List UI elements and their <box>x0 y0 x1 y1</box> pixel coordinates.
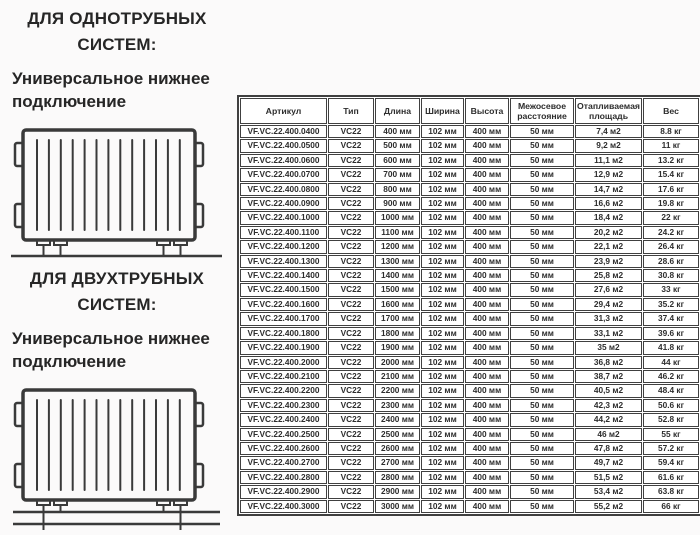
table-cell: 102 мм <box>421 413 464 426</box>
table-cell: 102 мм <box>421 139 464 152</box>
table-row <box>240 384 699 397</box>
table-cell: 50 мм <box>510 356 574 369</box>
table-cell: 46.2 кг <box>643 370 699 383</box>
table-row <box>240 370 699 383</box>
table-cell: 102 мм <box>421 125 464 138</box>
table-cell: 102 мм <box>421 154 464 167</box>
table-cell: 400 мм <box>465 168 509 181</box>
table-cell: 400 мм <box>465 413 509 426</box>
table-cell: 46 м2 <box>575 428 642 441</box>
table-row <box>240 197 699 210</box>
table-cell: 50 мм <box>510 341 574 354</box>
table-cell: 400 мм <box>465 240 509 253</box>
table-cell: 11,1 м2 <box>575 154 642 167</box>
table-cell: 35 м2 <box>575 341 642 354</box>
table-header-row <box>240 98 699 124</box>
column-header-width: Ширина <box>421 98 464 124</box>
table-cell: VC22 <box>328 500 374 513</box>
table-row <box>240 283 699 296</box>
table-cell: VC22 <box>328 183 374 196</box>
section-subtitle-single-pipe: Универсальное нижнее подключение <box>12 69 210 111</box>
table-cell: 400 мм <box>465 428 509 441</box>
table-cell: VF.VC.22.400.0700 <box>240 168 327 181</box>
table-cell: 1900 мм <box>375 341 420 354</box>
table-cell: 53,4 м2 <box>575 485 642 498</box>
table-cell: 102 мм <box>421 298 464 311</box>
table-cell: 50 мм <box>510 211 574 224</box>
table-cell: 22 кг <box>643 211 699 224</box>
table-row <box>240 183 699 196</box>
table-cell: VF.VC.22.400.2100 <box>240 370 327 383</box>
table-row <box>240 298 699 311</box>
table-cell: 29,4 м2 <box>575 298 642 311</box>
table-cell: VF.VC.22.400.2500 <box>240 428 327 441</box>
table-row <box>240 442 699 455</box>
table-cell: 2100 мм <box>375 370 420 383</box>
table-row <box>240 327 699 340</box>
table-cell: 102 мм <box>421 240 464 253</box>
table-cell: 44,2 м2 <box>575 413 642 426</box>
two-pipe-section <box>8 266 226 535</box>
table-cell: 30.8 кг <box>643 269 699 282</box>
table-cell: 42,3 м2 <box>575 399 642 412</box>
table-cell: 50 мм <box>510 442 574 455</box>
table-cell: 400 мм <box>465 456 509 469</box>
table-cell: 400 мм <box>465 500 509 513</box>
table-cell: 50 мм <box>510 154 574 167</box>
table-cell: VF.VC.22.400.3000 <box>240 500 327 513</box>
table-cell: 50 мм <box>510 312 574 325</box>
table-cell: VF.VC.22.400.1700 <box>240 312 327 325</box>
table-cell: 39.6 кг <box>643 327 699 340</box>
table-cell: 400 мм <box>465 370 509 383</box>
table-cell: 102 мм <box>421 471 464 484</box>
table-row <box>240 125 699 138</box>
table-cell: 7,4 м2 <box>575 125 642 138</box>
table-cell: 1700 мм <box>375 312 420 325</box>
table-cell: 33,1 м2 <box>575 327 642 340</box>
table-cell: 50 мм <box>510 240 574 253</box>
table-cell: 400 мм <box>465 471 509 484</box>
table-cell: 66 кг <box>643 500 699 513</box>
table-cell: 2900 мм <box>375 485 420 498</box>
table-cell: VF.VC.22.400.2700 <box>240 456 327 469</box>
table-cell: 9,2 м2 <box>575 139 642 152</box>
table-cell: 50 мм <box>510 471 574 484</box>
table-cell: 50 мм <box>510 168 574 181</box>
table-cell: 2600 мм <box>375 442 420 455</box>
table-cell: 400 мм <box>465 327 509 340</box>
table-cell: VF.VC.22.400.1500 <box>240 283 327 296</box>
table-cell: 50 мм <box>510 255 574 268</box>
table-cell: 18,4 м2 <box>575 211 642 224</box>
table-cell: 102 мм <box>421 327 464 340</box>
table-cell: VC22 <box>328 471 374 484</box>
table-cell: VC22 <box>328 327 374 340</box>
table-cell: 55,2 м2 <box>575 500 642 513</box>
table-cell: VC22 <box>328 255 374 268</box>
table-cell: VC22 <box>328 356 374 369</box>
table-cell: 102 мм <box>421 456 464 469</box>
column-header-type: Тип <box>328 98 374 124</box>
column-header-heated-area: Отапливаемая площадь <box>575 98 642 124</box>
table-cell: 400 мм <box>465 356 509 369</box>
table-cell: 102 мм <box>421 255 464 268</box>
table-cell: 800 мм <box>375 183 420 196</box>
table-row <box>240 226 699 239</box>
table-cell: 400 мм <box>375 125 420 138</box>
table-cell: 400 мм <box>465 283 509 296</box>
table-cell: VC22 <box>328 312 374 325</box>
table-cell: VC22 <box>328 240 374 253</box>
table-cell: 63.8 кг <box>643 485 699 498</box>
table-row <box>240 139 699 152</box>
table-cell: 50 мм <box>510 226 574 239</box>
table-cell: 51,5 м2 <box>575 471 642 484</box>
table-row <box>240 413 699 426</box>
table-cell: 15.4 кг <box>643 168 699 181</box>
table-cell: 26.4 кг <box>643 240 699 253</box>
table-cell: VF.VC.22.400.1200 <box>240 240 327 253</box>
table-cell: VC22 <box>328 384 374 397</box>
table-cell: 102 мм <box>421 485 464 498</box>
table-cell: 44 кг <box>643 356 699 369</box>
table-row <box>240 312 699 325</box>
table-cell: 40,5 м2 <box>575 384 642 397</box>
table-cell: 400 мм <box>465 269 509 282</box>
table-cell: 50 мм <box>510 485 574 498</box>
table-cell: 48.4 кг <box>643 384 699 397</box>
table-cell: 17.6 кг <box>643 183 699 196</box>
table-cell: 1200 мм <box>375 240 420 253</box>
table-cell: 1100 мм <box>375 226 420 239</box>
table-cell: 47,8 м2 <box>575 442 642 455</box>
table-cell: 50 мм <box>510 428 574 441</box>
table-cell: 57.2 кг <box>643 442 699 455</box>
table-cell: 35.2 кг <box>643 298 699 311</box>
table-cell: 2500 мм <box>375 428 420 441</box>
table-row <box>240 154 699 167</box>
table-cell: 50 мм <box>510 283 574 296</box>
table-cell: VF.VC.22.400.1100 <box>240 226 327 239</box>
table-cell: 102 мм <box>421 269 464 282</box>
table-cell: 900 мм <box>375 197 420 210</box>
table-cell: 102 мм <box>421 500 464 513</box>
table-cell: 102 мм <box>421 197 464 210</box>
column-header-length: Длина <box>375 98 420 124</box>
table-cell: 1300 мм <box>375 255 420 268</box>
radiator-spec-table <box>237 95 700 516</box>
table-row <box>240 168 699 181</box>
table-cell: 50 мм <box>510 269 574 282</box>
table-cell: 2400 мм <box>375 413 420 426</box>
table-cell: 59.4 кг <box>643 456 699 469</box>
table-cell: VC22 <box>328 456 374 469</box>
table-cell: VC22 <box>328 485 374 498</box>
table-cell: 400 мм <box>465 384 509 397</box>
table-cell: 1400 мм <box>375 269 420 282</box>
table-cell: 400 мм <box>465 197 509 210</box>
table-cell: 36,8 м2 <box>575 356 642 369</box>
table-row <box>240 399 699 412</box>
table-cell: VF.VC.22.400.2400 <box>240 413 327 426</box>
section-subtitle-two-pipe: Универсальное нижнее подключение <box>12 329 210 371</box>
table-cell: 102 мм <box>421 428 464 441</box>
table-cell: VC22 <box>328 269 374 282</box>
table-cell: 102 мм <box>421 183 464 196</box>
table-cell: 38,7 м2 <box>575 370 642 383</box>
table-cell: VF.VC.22.400.0900 <box>240 197 327 210</box>
table-cell: 50 мм <box>510 413 574 426</box>
table-cell: 400 мм <box>465 125 509 138</box>
table-cell: VF.VC.22.400.1600 <box>240 298 327 311</box>
table-cell: 400 мм <box>465 226 509 239</box>
table-cell: 102 мм <box>421 399 464 412</box>
table-cell: VC22 <box>328 197 374 210</box>
table-cell: 16,6 м2 <box>575 197 642 210</box>
table-cell: VF.VC.22.400.1300 <box>240 255 327 268</box>
table-cell: 700 мм <box>375 168 420 181</box>
table-cell: VF.VC.22.400.2200 <box>240 384 327 397</box>
table-cell: VC22 <box>328 168 374 181</box>
table-cell: 23,9 м2 <box>575 255 642 268</box>
table-cell: VF.VC.22.400.2000 <box>240 356 327 369</box>
table-cell: VC22 <box>328 211 374 224</box>
table-cell: 50 мм <box>510 370 574 383</box>
table-cell: VC22 <box>328 125 374 138</box>
table-cell: 102 мм <box>421 442 464 455</box>
single-pipe-radiator-diagram <box>9 123 224 263</box>
table-cell: 400 мм <box>465 485 509 498</box>
table-cell: 22,1 м2 <box>575 240 642 253</box>
table-cell: 55 кг <box>643 428 699 441</box>
table-cell: 400 мм <box>465 399 509 412</box>
table-cell: VC22 <box>328 428 374 441</box>
table-body <box>240 125 699 513</box>
column-header-weight: Вес <box>643 98 699 124</box>
table-cell: 102 мм <box>421 226 464 239</box>
table-cell: VF.VC.22.400.2800 <box>240 471 327 484</box>
table-cell: 400 мм <box>465 442 509 455</box>
table-row <box>240 240 699 253</box>
table-cell: 52.8 кг <box>643 413 699 426</box>
table-cell: VC22 <box>328 226 374 239</box>
table-cell: 2700 мм <box>375 456 420 469</box>
table-cell: 102 мм <box>421 356 464 369</box>
table-cell: 102 мм <box>421 384 464 397</box>
table-cell: 400 мм <box>465 341 509 354</box>
table-cell: 50.6 кг <box>643 399 699 412</box>
table-cell: 600 мм <box>375 154 420 167</box>
table-cell: 20,2 м2 <box>575 226 642 239</box>
table-cell: 19.8 кг <box>643 197 699 210</box>
table-cell: 1500 мм <box>375 283 420 296</box>
table-cell: 400 мм <box>465 312 509 325</box>
table-cell: VF.VC.22.400.2300 <box>240 399 327 412</box>
table-cell: 3000 мм <box>375 500 420 513</box>
table-cell: 1800 мм <box>375 327 420 340</box>
table-cell: VC22 <box>328 154 374 167</box>
table-cell: VC22 <box>328 442 374 455</box>
table-row <box>240 485 699 498</box>
table-cell: VF.VC.22.400.2900 <box>240 485 327 498</box>
table-cell: 400 мм <box>465 139 509 152</box>
table-cell: VC22 <box>328 139 374 152</box>
table-cell: 2200 мм <box>375 384 420 397</box>
section-title-single-pipe: ДЛЯ ОДНОТРУБНЫХ СИСТЕМ: <box>27 9 207 54</box>
table-cell: 12,9 м2 <box>575 168 642 181</box>
table-row <box>240 269 699 282</box>
table-cell: 400 мм <box>465 211 509 224</box>
table-cell: 50 мм <box>510 456 574 469</box>
table-cell: 400 мм <box>465 183 509 196</box>
table-cell: 102 мм <box>421 370 464 383</box>
table-row <box>240 428 699 441</box>
table-header <box>240 98 699 124</box>
table-cell: 50 мм <box>510 298 574 311</box>
table-cell: VC22 <box>328 298 374 311</box>
table-cell: 37.4 кг <box>643 312 699 325</box>
table-cell: VF.VC.22.400.0400 <box>240 125 327 138</box>
table-cell: VC22 <box>328 399 374 412</box>
table-cell: VF.VC.22.400.1400 <box>240 269 327 282</box>
table-cell: 2000 мм <box>375 356 420 369</box>
table-cell: VC22 <box>328 413 374 426</box>
table-row <box>240 211 699 224</box>
table-row <box>240 500 699 513</box>
table-cell: 102 мм <box>421 341 464 354</box>
table-cell: VC22 <box>328 283 374 296</box>
table-cell: VF.VC.22.400.1800 <box>240 327 327 340</box>
table-cell: 25,8 м2 <box>575 269 642 282</box>
table-cell: 50 мм <box>510 183 574 196</box>
table-cell: 8.8 кг <box>643 125 699 138</box>
table-row <box>240 471 699 484</box>
table-cell: VF.VC.22.400.1900 <box>240 341 327 354</box>
table-cell: VF.VC.22.400.0600 <box>240 154 327 167</box>
section-title-two-pipe: ДЛЯ ДВУХТРУБНЫХ СИСТЕМ: <box>29 269 205 314</box>
table-cell: 2300 мм <box>375 399 420 412</box>
table-cell: 102 мм <box>421 283 464 296</box>
two-pipe-radiator-diagram <box>9 383 224 535</box>
table-cell: 50 мм <box>510 197 574 210</box>
table-cell: 11 кг <box>643 139 699 152</box>
table-cell: 1600 мм <box>375 298 420 311</box>
table-cell: 33 кг <box>643 283 699 296</box>
table-cell: 24.2 кг <box>643 226 699 239</box>
table-cell: 28.6 кг <box>643 255 699 268</box>
table-cell: 50 мм <box>510 125 574 138</box>
table-cell: 400 мм <box>465 154 509 167</box>
table-cell: 41.8 кг <box>643 341 699 354</box>
table-row <box>240 456 699 469</box>
column-header-height: Высота <box>465 98 509 124</box>
table-cell: 500 мм <box>375 139 420 152</box>
table-cell: 400 мм <box>465 298 509 311</box>
table-cell: VC22 <box>328 341 374 354</box>
table-cell: 1000 мм <box>375 211 420 224</box>
single-pipe-section <box>8 6 226 263</box>
table-cell: 50 мм <box>510 139 574 152</box>
table-cell: 27,6 м2 <box>575 283 642 296</box>
table-cell: 50 мм <box>510 500 574 513</box>
table-cell: 14,7 м2 <box>575 183 642 196</box>
table-cell: VF.VC.22.400.2600 <box>240 442 327 455</box>
table-row <box>240 341 699 354</box>
table-cell: VF.VC.22.400.1000 <box>240 211 327 224</box>
table-cell: VF.VC.22.400.0800 <box>240 183 327 196</box>
table-cell: 61.6 кг <box>643 471 699 484</box>
table-cell: 13.2 кг <box>643 154 699 167</box>
table-cell: 2800 мм <box>375 471 420 484</box>
table-cell: VF.VC.22.400.0500 <box>240 139 327 152</box>
table-cell: VC22 <box>328 370 374 383</box>
table-cell: 102 мм <box>421 312 464 325</box>
column-header-article: Артикул <box>240 98 327 124</box>
table-cell: 102 мм <box>421 168 464 181</box>
table-cell: 50 мм <box>510 327 574 340</box>
column-header-axial-distance: Межосевое расстояние <box>510 98 574 124</box>
table-cell: 49,7 м2 <box>575 456 642 469</box>
table-cell: 50 мм <box>510 399 574 412</box>
table-row <box>240 356 699 369</box>
table-cell: 400 мм <box>465 255 509 268</box>
table-row <box>240 255 699 268</box>
table-cell: 102 мм <box>421 211 464 224</box>
table-cell: 50 мм <box>510 384 574 397</box>
table-cell: 31,3 м2 <box>575 312 642 325</box>
